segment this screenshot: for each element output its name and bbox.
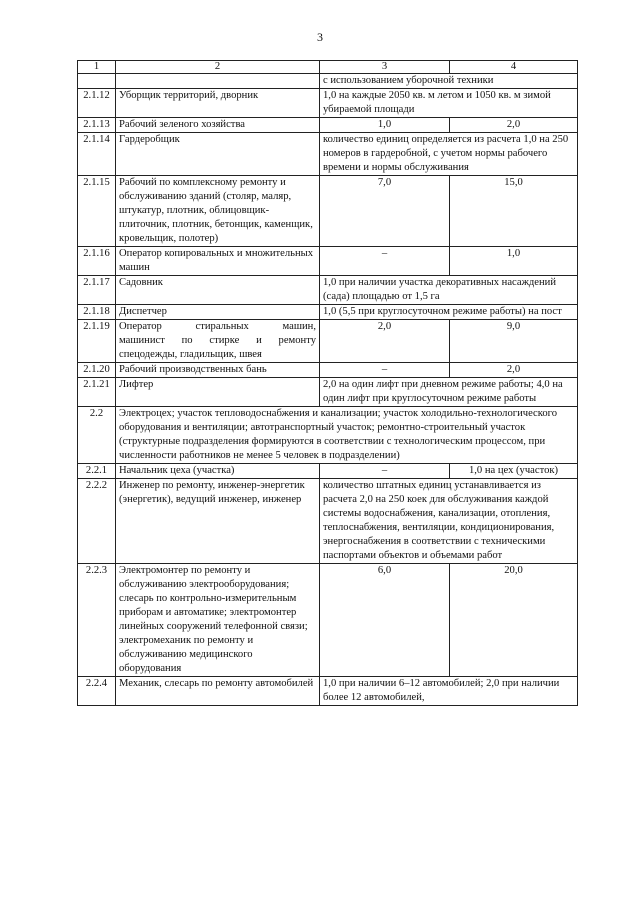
- row-position: Диспетчер: [116, 305, 320, 320]
- row-norm: 2,0 на один лифт при дневном режиме работы; 4,0 на один лифт при круглосуточном режиме работы: [320, 378, 578, 407]
- section-number: 2.2: [78, 407, 116, 464]
- row-norm: 1,0 при наличии участка декоративных насаждений (сада) площадью от 1,5 га: [320, 276, 578, 305]
- row-norm: с использованием уборочной техники: [320, 74, 578, 89]
- row-norm: 1,0 при наличии 6–12 автомобилей; 2,0 при наличии более 12 автомобилей,: [320, 677, 578, 706]
- header-col-2: 2: [116, 61, 320, 74]
- table-row: [78, 564, 578, 677]
- row-position: Рабочий зеленого хозяйства: [116, 118, 320, 133]
- row-norm: количество единиц определяется из расчета 1,0 на 250 номеров в гардеробной, с учетом нормы рабочего времени и нормы обслуживания: [320, 133, 578, 176]
- row-position: Гардеробщик: [116, 133, 320, 176]
- row-position-line: спецодежды, гладильщик, швея: [119, 349, 262, 360]
- table-row: [78, 247, 578, 276]
- row-number: 2.2.4: [78, 677, 116, 706]
- table-row: [78, 74, 578, 89]
- row-position: Инженер по ремонту, инженер-энергетик (энергетик), ведущий инженер, инженер: [116, 479, 320, 564]
- row-number: 2.1.20: [78, 363, 116, 378]
- row-position: Рабочий по комплексному ремонту и обслуживанию зданий (столяр, маляр, штукатур, плотник, облицовщик-плиточник, плотник, бетонщик, каменщик, кровельщик, полотер): [116, 176, 320, 247]
- header-col-1: 1: [78, 61, 116, 74]
- row-norm-col4: 1,0: [450, 247, 578, 276]
- row-number: 2.1.19: [78, 320, 116, 363]
- row-norm-col3: –: [320, 247, 450, 276]
- table-row: [78, 464, 578, 479]
- row-number: 2.1.16: [78, 247, 116, 276]
- row-position: Садовник: [116, 276, 320, 305]
- staffing-table: [77, 60, 578, 706]
- table-row: [78, 118, 578, 133]
- row-position: Оператор копировальных и множительных машин: [116, 247, 320, 276]
- row-number: 2.2.3: [78, 564, 116, 677]
- row-position: Начальник цеха (участка): [116, 464, 320, 479]
- row-position: Лифтер: [116, 378, 320, 407]
- row-number: 2.1.12: [78, 89, 116, 118]
- header-col-3: 3: [320, 61, 450, 74]
- table-row: [78, 89, 578, 118]
- table-header-row: [78, 61, 578, 74]
- row-number: [78, 74, 116, 89]
- row-norm-col3: 2,0: [320, 320, 450, 363]
- row-number: 2.1.13: [78, 118, 116, 133]
- row-norm-col4: 2,0: [450, 363, 578, 378]
- table-row: [78, 305, 578, 320]
- table-row: [78, 276, 578, 305]
- row-number: 2.1.14: [78, 133, 116, 176]
- section-row: [78, 407, 578, 464]
- row-norm-col3: 7,0: [320, 176, 450, 247]
- row-number: 2.1.18: [78, 305, 116, 320]
- table-row: [78, 479, 578, 564]
- row-position: [116, 320, 320, 363]
- row-norm-col4: 15,0: [450, 176, 578, 247]
- row-number: 2.1.17: [78, 276, 116, 305]
- table-row: [78, 320, 578, 363]
- table-row: [78, 176, 578, 247]
- table-row: [78, 133, 578, 176]
- row-norm: количество штатных единиц устанавливается из расчета 2,0 на 250 коек для обслуживания каждой системы водоснабжения, канализации, отопления, теплоснабжения, вентиляции, кондиционирования, энергоснабжения в соответствии с техническими паспортами объектов и объемами работ: [320, 479, 578, 564]
- row-norm-col4: 20,0: [450, 564, 578, 677]
- row-norm-col4: 9,0: [450, 320, 578, 363]
- row-norm-col3: 1,0: [320, 118, 450, 133]
- row-norm-col3: –: [320, 464, 450, 479]
- table-row: [78, 677, 578, 706]
- row-norm-col3: –: [320, 363, 450, 378]
- row-position: [116, 74, 320, 89]
- row-position: Уборщик территорий, дворник: [116, 89, 320, 118]
- table-row: [78, 378, 578, 407]
- row-norm-col4: 2,0: [450, 118, 578, 133]
- row-number: 2.2.1: [78, 464, 116, 479]
- section-title: Электроцех; участок тепловодоснабжения и канализации; участок холодильно-технологического оборудования и вентиляции; автотранспортный участок; ремонтно-строительный участок (структурные подразделения формируются в соответствии с технологическим процессом, при численности работников не менее 5 человек в подразделении): [116, 407, 578, 464]
- row-position-line: Оператор стиральных машин,: [119, 321, 316, 332]
- row-norm-col4: 1,0 на цех (участок): [450, 464, 578, 479]
- header-col-4: 4: [450, 61, 578, 74]
- row-position: Электромонтер по ремонту и обслуживанию электрооборудования; слесарь по контрольно-измерительным приборам и автоматике; электромонтер линейных сооружений телефонной связи; электромеханик по ремонту и обслуживанию медицинского оборудования: [116, 564, 320, 677]
- page-number: 3: [317, 30, 323, 44]
- row-norm-col3: 6,0: [320, 564, 450, 677]
- row-position: Рабочий производственных бань: [116, 363, 320, 378]
- row-norm: 1,0 на каждые 2050 кв. м летом и 1050 кв. м зимой убираемой площади: [320, 89, 578, 118]
- row-position-line: машинист по стирке и ремонту: [119, 335, 316, 346]
- row-number: 2.1.21: [78, 378, 116, 407]
- row-number: 2.2.2: [78, 479, 116, 564]
- row-number: 2.1.15: [78, 176, 116, 247]
- table-row: [78, 363, 578, 378]
- row-position: Механик, слесарь по ремонту автомобилей: [116, 677, 320, 706]
- row-norm: 1,0 (5,5 при круглосуточном режиме работы) на пост: [320, 305, 578, 320]
